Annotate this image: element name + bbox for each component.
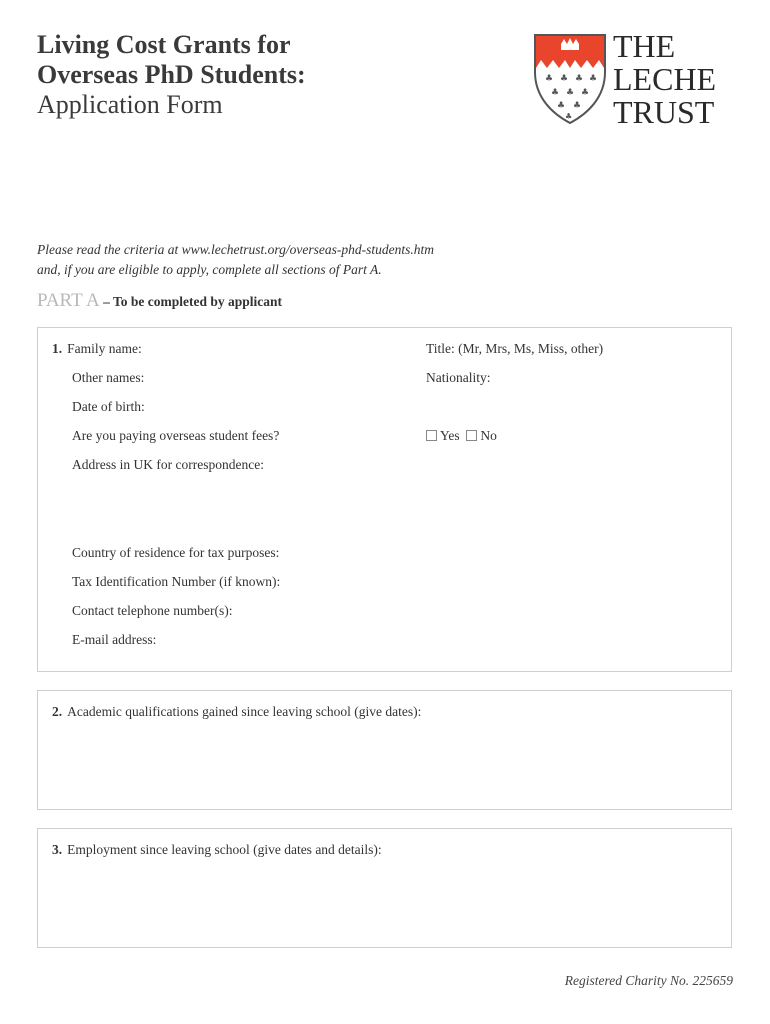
logo-line-trust: TRUST (613, 94, 715, 130)
address-label: Address in UK for correspondence: (72, 457, 264, 472)
svg-text:♣: ♣ (566, 88, 575, 98)
logo-line-the: THE (613, 28, 676, 64)
leche-trust-logo (533, 28, 743, 130)
svg-text:♣: ♣ (551, 88, 560, 98)
intro-line-2: and, if you are eligible to apply, complete all sections of Part A. (37, 262, 382, 277)
svg-text:♣: ♣ (589, 74, 598, 84)
section-2-number: 2. (52, 704, 63, 719)
part-a-label: PART A (37, 290, 100, 311)
intro-line-1: Please read the criteria at www.lechetrust.org/overseas-phd-students.htm (37, 242, 434, 257)
qualifications-text: Academic qualifications gained since leaving school (give dates): (67, 704, 422, 719)
svg-text:♣: ♣ (557, 101, 566, 111)
qualifications-label (52, 703, 421, 721)
date-of-birth-label: Date of birth: (72, 399, 145, 414)
form-subtitle: Application Form (37, 90, 223, 119)
part-a-description: – To be completed by applicant (99, 294, 283, 309)
nationality-label: Nationality: (426, 370, 491, 385)
phone-label: Contact telephone number(s): (72, 603, 233, 618)
section-3-number: 3. (52, 842, 63, 857)
email-label: E-mail address: (72, 632, 157, 647)
svg-text:♣: ♣ (560, 74, 569, 84)
section-1-box (37, 327, 732, 672)
other-names-label: Other names: (72, 370, 145, 385)
intro-text (37, 240, 434, 280)
no-checkbox[interactable] (466, 430, 477, 441)
svg-text:♣: ♣ (565, 112, 573, 121)
section-3-box (37, 828, 732, 948)
no-label: No (480, 428, 497, 443)
overseas-fees-label: Are you paying overseas student fees? (72, 428, 280, 443)
yes-label: Yes (440, 428, 460, 443)
svg-text:♣: ♣ (573, 101, 582, 111)
shield-crest-icon (533, 32, 607, 126)
svg-text:♣: ♣ (575, 74, 584, 84)
logo-wordmark (613, 30, 716, 129)
tax-id-label: Tax Identification Number (if known): (72, 574, 281, 589)
family-name-text: Family name: (67, 341, 142, 356)
section-1-number: 1. (52, 341, 63, 356)
section-2-box (37, 690, 732, 810)
title-label: Title: (Mr, Mrs, Ms, Miss, other) (426, 341, 604, 356)
svg-text:♣: ♣ (581, 88, 590, 98)
logo-line-leche: LECHE (613, 61, 717, 97)
employment-text: Employment since leaving school (give dates and details): (67, 842, 382, 857)
form-title (37, 30, 306, 120)
title-line-2: Overseas PhD Students: (37, 60, 306, 89)
country-tax-label: Country of residence for tax purposes: (72, 545, 280, 560)
part-a-heading (37, 289, 282, 314)
yes-checkbox[interactable] (426, 430, 437, 441)
title-line-1: Living Cost Grants for (37, 30, 291, 59)
overseas-fees-options (426, 427, 497, 445)
svg-text:♣: ♣ (545, 74, 554, 84)
family-name-label (52, 340, 142, 358)
employment-label (52, 841, 382, 859)
charity-number: Registered Charity No. 225659 (564, 973, 733, 988)
